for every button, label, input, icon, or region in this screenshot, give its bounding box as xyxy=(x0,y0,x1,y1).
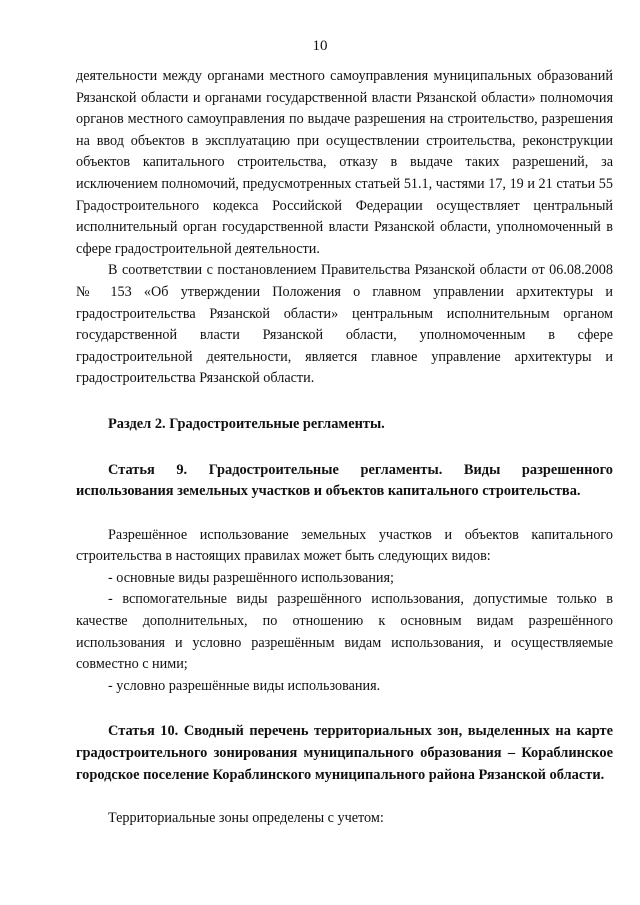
article-9-heading: Статья 9. Градостроительные регламенты. Виды разрешенного использования земельных участков и объектов капитального строительства. xyxy=(76,461,613,500)
paragraph-resolution-reference: В соответствии с постановлением Правительства Рязанской области от 06.08.2008 № 153 «Об утверждении Положения о главном управлении архитектуры и градостроительства Рязанской области» центральным исполнительным органом государственной власти Рязанской области, уполномоченным в сфере градостроительной деятельности, является главное управление архитектуры и градостроительства Рязанской области. xyxy=(76,262,613,387)
article-9-intro: Разрешённое использование земельных участков и объектов капитального строительства в настоящих правилах может быть следующих видов: xyxy=(76,526,613,565)
article-10-heading: Статья 10. Сводный перечень территориальных зон, выделенных на карте градостроительного зонирования муниципального образования – Кораблинское городское поселение Кораблинского муниципального района Рязанской области. xyxy=(76,723,613,783)
document-body xyxy=(76,66,613,830)
paragraph-authority-continuation: деятельности между органами местного самоуправления муниципальных образований Рязанской области и органами государственной власти Рязанской области» полномочия органов местного самоуправления по выдаче разрешения на строительство, разрешения на ввод объектов в эксплуатацию при осуществлении строительства, реконструкции объектов капитального строительства, отказу в выдаче таких разрешений, за исключением полномочий, предусмотренных статьей 51.1, частями 17, 19 и 21 статьи 55 Градостроительного кодекса Российской Федерации осуществляет центральный исполнительный орган государственной власти Рязанской области, уполномоченный в сфере градостроительной деятельности. xyxy=(76,68,613,257)
article-10-intro: Территориальные зоны определены с учетом: xyxy=(108,810,384,827)
page-number: 10 xyxy=(312,38,328,54)
list-item-conditional-uses: - условно разрешённые виды использования. xyxy=(108,677,381,694)
section-2-heading: Раздел 2. Градостроительные регламенты. xyxy=(108,415,385,432)
list-item-main-uses: - основные виды разрешённого использования; xyxy=(108,569,394,586)
list-item-auxiliary-uses: - вспомогательные виды разрешённого использования, допустимые только в качестве дополнительных, по отношению к основным видам разрешённого использования и условно разрешённым видам использования, и осуществляемые совместно с ними; xyxy=(76,591,613,673)
